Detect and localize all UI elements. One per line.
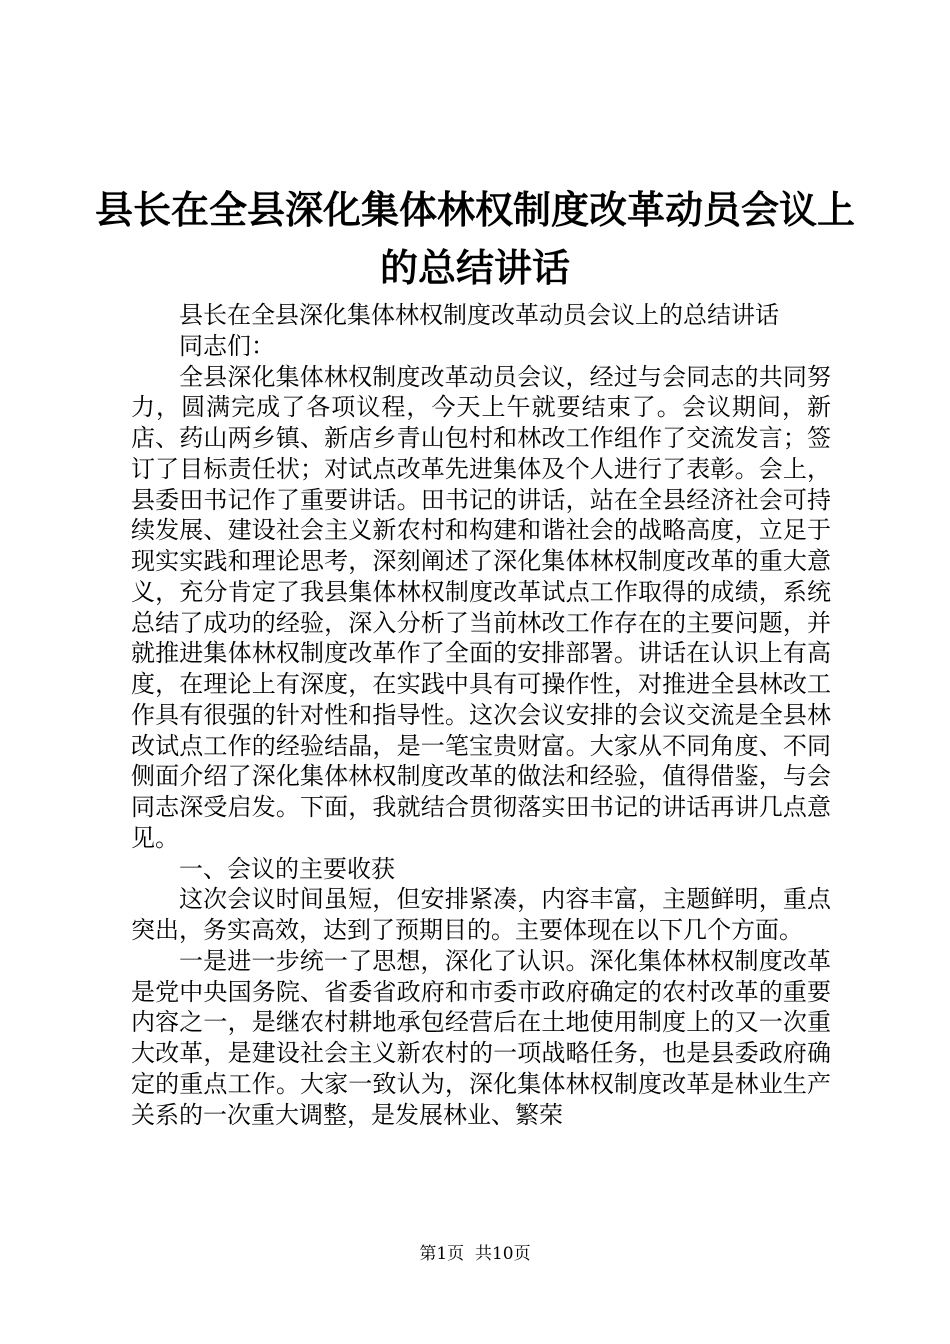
salutation-paragraph: 同志们： [179,331,275,360]
body-paragraph: 这次会议时间虽短，但安排紧凑，内容丰富，主题鲜明，重点突出，务实高效，达到了预期目的。主要体现在以下几个方面。 [131,885,831,944]
page-footer: 第1页 共10页 [419,1244,531,1264]
document-body [131,300,831,1130]
body-paragraph: 全县深化集体林权制度改革动员会议，经过与会同志的共同努力，圆满完成了各项议程，今天上午就要结束了。会议期间，新店、药山两乡镇、新店乡青山包村和林改工作组作了交流发言；签订了目标责任状；对试点改革先进集体及个人进行了表彰。会上，县委田书记作了重要讲话。田书记的讲话，站在全县经济社会可持续发展、建设社会主义新农村和构建和谐社会的战略高度，立足于现实实践和理论思考，深刻阐述了深化集体林权制度改革的重大意义，充分肯定了我县集体林权制度改革试点工作取得的成绩，系统总结了成功的经验，深入分析了当前林改工作存在的主要问题，并就推进集体林权制度改革作了全面的安排部署。讲话在认识上有高度，在理论上有深度，在实践中具有可操作性，对推进全县林改工作具有很强的针对性和指导性。这次会议安排的会议交流是全县林改试点工作的经验结晶，是一笔宝贵财富。大家从不同角度、不同侧面介绍了深化集体林权制度改革的做法和经验，值得借鉴，与会同志深受启发。下面，我就结合贯彻落实田书记的讲话再讲几点意见。 [131,362,831,852]
document-title-line-1: 县长在全县深化集体林权制度改革动员会议上 [94,188,855,232]
section-heading: 一、会议的主要收获 [179,854,395,883]
body-paragraph: 一是进一步统一了思想，深化了认识。深化集体林权制度改革是党中央国务院、省委省政府和市委市政府确定的农村改革的重要内容之一，是继农村耕地承包经营后在土地使用制度上的又一次重大改革，是建设社会主义新农村的一项战略任务，也是县委政府确定的重点工作。大家一致认为，深化集体林权制度改革是林业生产关系的一次重大调整，是发展林业、繁荣 [131,946,831,1129]
document-title-line-2: 的总结讲话 [379,246,570,290]
subtitle-paragraph: 县长在全县深化集体林权制度改革动员会议上的总结讲话 [179,301,779,329]
